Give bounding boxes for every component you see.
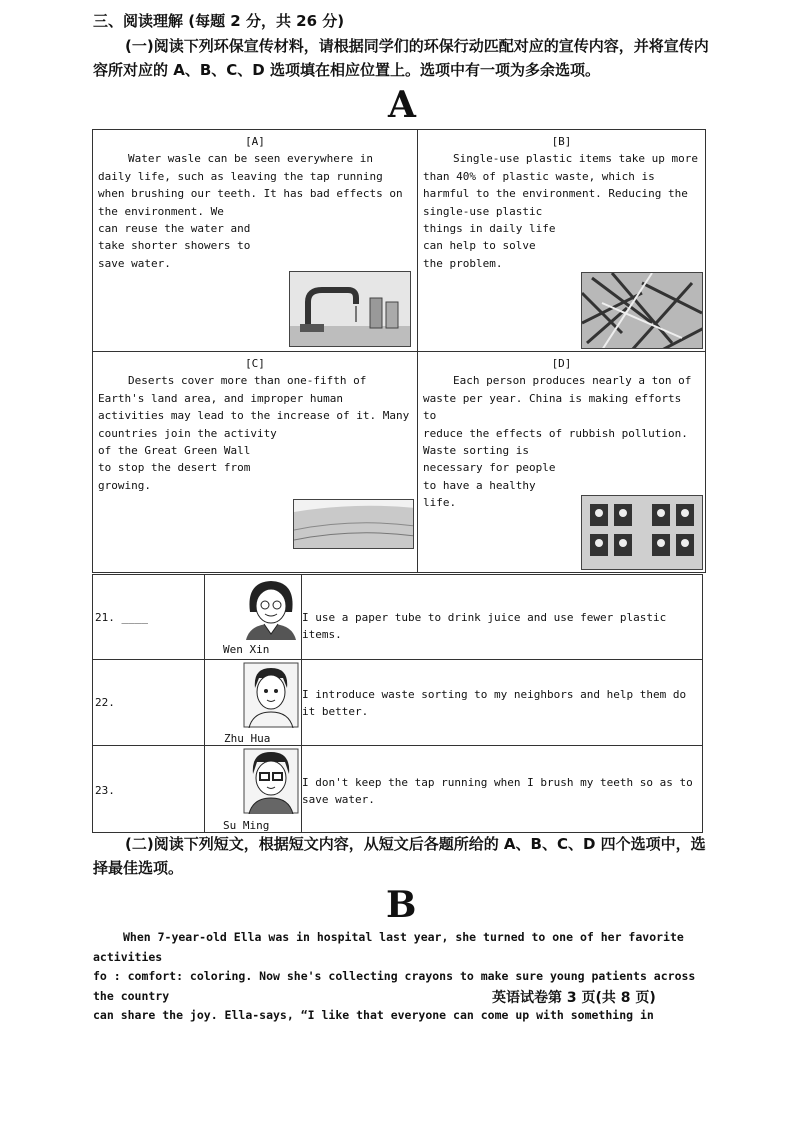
option-b-label: [B] [551, 135, 572, 148]
option-c-text [93, 372, 417, 494]
option-b-text [418, 150, 705, 272]
option-a-line: daily life, such as leaving the tap running [98, 169, 383, 183]
option-b-line: things in daily life [423, 222, 556, 236]
option-c-line: of the Great Green Wall [98, 444, 251, 458]
option-d-line: necessary for people [423, 461, 556, 475]
passage-line: When 7-year-old Ella was in hospital last year, she turned to one of her favorite activities [93, 930, 684, 964]
question-23-statement: I don't keep the tap running when I brush my teeth so as to save water. [302, 776, 693, 807]
question-22-statement: I introduce waste sorting to my neighbors and help them do it better. [302, 688, 687, 719]
option-a-line: take shorter showers to [98, 239, 251, 253]
desert-photo [293, 499, 414, 549]
question-23-name: Su Ming [223, 819, 270, 832]
option-a-line: the environment. We [98, 204, 224, 218]
option-d-line: Each person produces nearly a ton of [453, 374, 692, 388]
option-c-line: Deserts cover more than one-fifth of [128, 374, 367, 388]
passage-a-letter: A [388, 84, 416, 126]
option-c-cell [92, 351, 418, 573]
option-a-text [93, 150, 417, 272]
option-d-line: Waste sorting is [423, 444, 529, 458]
question-avatar-cell [204, 574, 302, 660]
option-d-text [418, 372, 705, 511]
option-c-line: Earth's land area, and improper human [98, 391, 344, 405]
option-d-label: [D] [551, 357, 572, 370]
option-c-label: [C] [245, 357, 265, 370]
question-22-name: Zhu Hua [224, 732, 271, 745]
question-statement-cell [301, 574, 703, 660]
question-number-cell [92, 574, 205, 660]
boy-glasses-avatar-icon [243, 748, 299, 814]
question-number-cell [92, 745, 205, 833]
option-a-line: when brushing our teeth. It has bad effects on [98, 187, 403, 201]
option-a-cell [92, 129, 418, 352]
option-c-line: to stop the desert from [98, 461, 251, 475]
option-a-label: [A] [245, 135, 265, 148]
girl-avatar-icon [242, 578, 300, 640]
option-b-line: the problem. [423, 256, 503, 270]
option-a-line: can reuse the water and [98, 222, 251, 236]
option-b-cell [417, 129, 706, 352]
passage-b-text [93, 928, 713, 1026]
question-number-cell [92, 659, 205, 746]
question-avatar-cell [204, 745, 302, 833]
question-22-number[interactable]: 22. [95, 696, 115, 709]
option-d-line: life. [423, 496, 457, 510]
option-c-line: growing. [98, 478, 151, 492]
question-avatar-cell [204, 659, 302, 746]
question-statement-cell [301, 745, 703, 833]
plastic-waste-photo [581, 272, 703, 349]
option-b-line: can help to solve [423, 239, 536, 253]
option-d-line: to have a healthy [423, 478, 536, 492]
option-b-line: than 40% of plastic waste, which is [423, 169, 655, 183]
option-d-cell [417, 351, 706, 573]
passage-b-letter: B [386, 884, 417, 926]
option-d-line: reduce the effects of rubbish pollution. [423, 426, 688, 440]
option-b-line: single-use plastic [423, 204, 543, 218]
question-21-number[interactable]: 21. ____ [95, 611, 148, 624]
option-d-line: waste per year. China is making efforts to [423, 391, 682, 423]
page-footer: 英语试卷第 3 页(共 8 页) [492, 990, 656, 1006]
part2-instruction: (二)阅读下列短文，根据短文内容，从短文后各题所给的 A、B、C、D 四个选项中，选择最佳选项。 [93, 835, 706, 877]
passage-line: can share the joy. Ella-says, “I like that everyone can come up with something in [93, 1008, 654, 1022]
section-title: 三、阅读理解 (每题 2 分，共 26 分) [93, 12, 345, 30]
option-b-line: Single-use plastic items take up more [453, 152, 699, 166]
option-a-line: save water. [98, 256, 171, 270]
question-21-statement: I use a paper tube to drink juice and use fewer plastic items. [302, 611, 667, 642]
option-b-line: harmful to the environment. Reducing the [423, 187, 688, 201]
question-23-number[interactable]: 23. [95, 784, 115, 797]
passage-line: fo : comfort: coloring. Now she's collecting crayons to make sure young patients across the country [93, 969, 696, 1003]
option-c-line: activities may lead to the increase of it. Many [98, 409, 410, 423]
part1-instruction: (一)阅读下列环保宣传材料，请根据同学们的环保行动匹配对应的宣传内容，并将宣传内容所对应的 A、B、C、D 选项填在相应位置上。选项中有一项为多余选项。 [93, 37, 709, 79]
waste-bins-photo [581, 495, 703, 570]
question-statement-cell [301, 659, 703, 746]
boy-avatar-icon [243, 662, 299, 728]
option-c-line: countries join the activity [98, 426, 277, 440]
faucet-photo [289, 271, 411, 347]
option-a-line: Water wasle can be seen everywhere in [128, 152, 374, 166]
question-21-name: Wen Xin [223, 643, 270, 656]
